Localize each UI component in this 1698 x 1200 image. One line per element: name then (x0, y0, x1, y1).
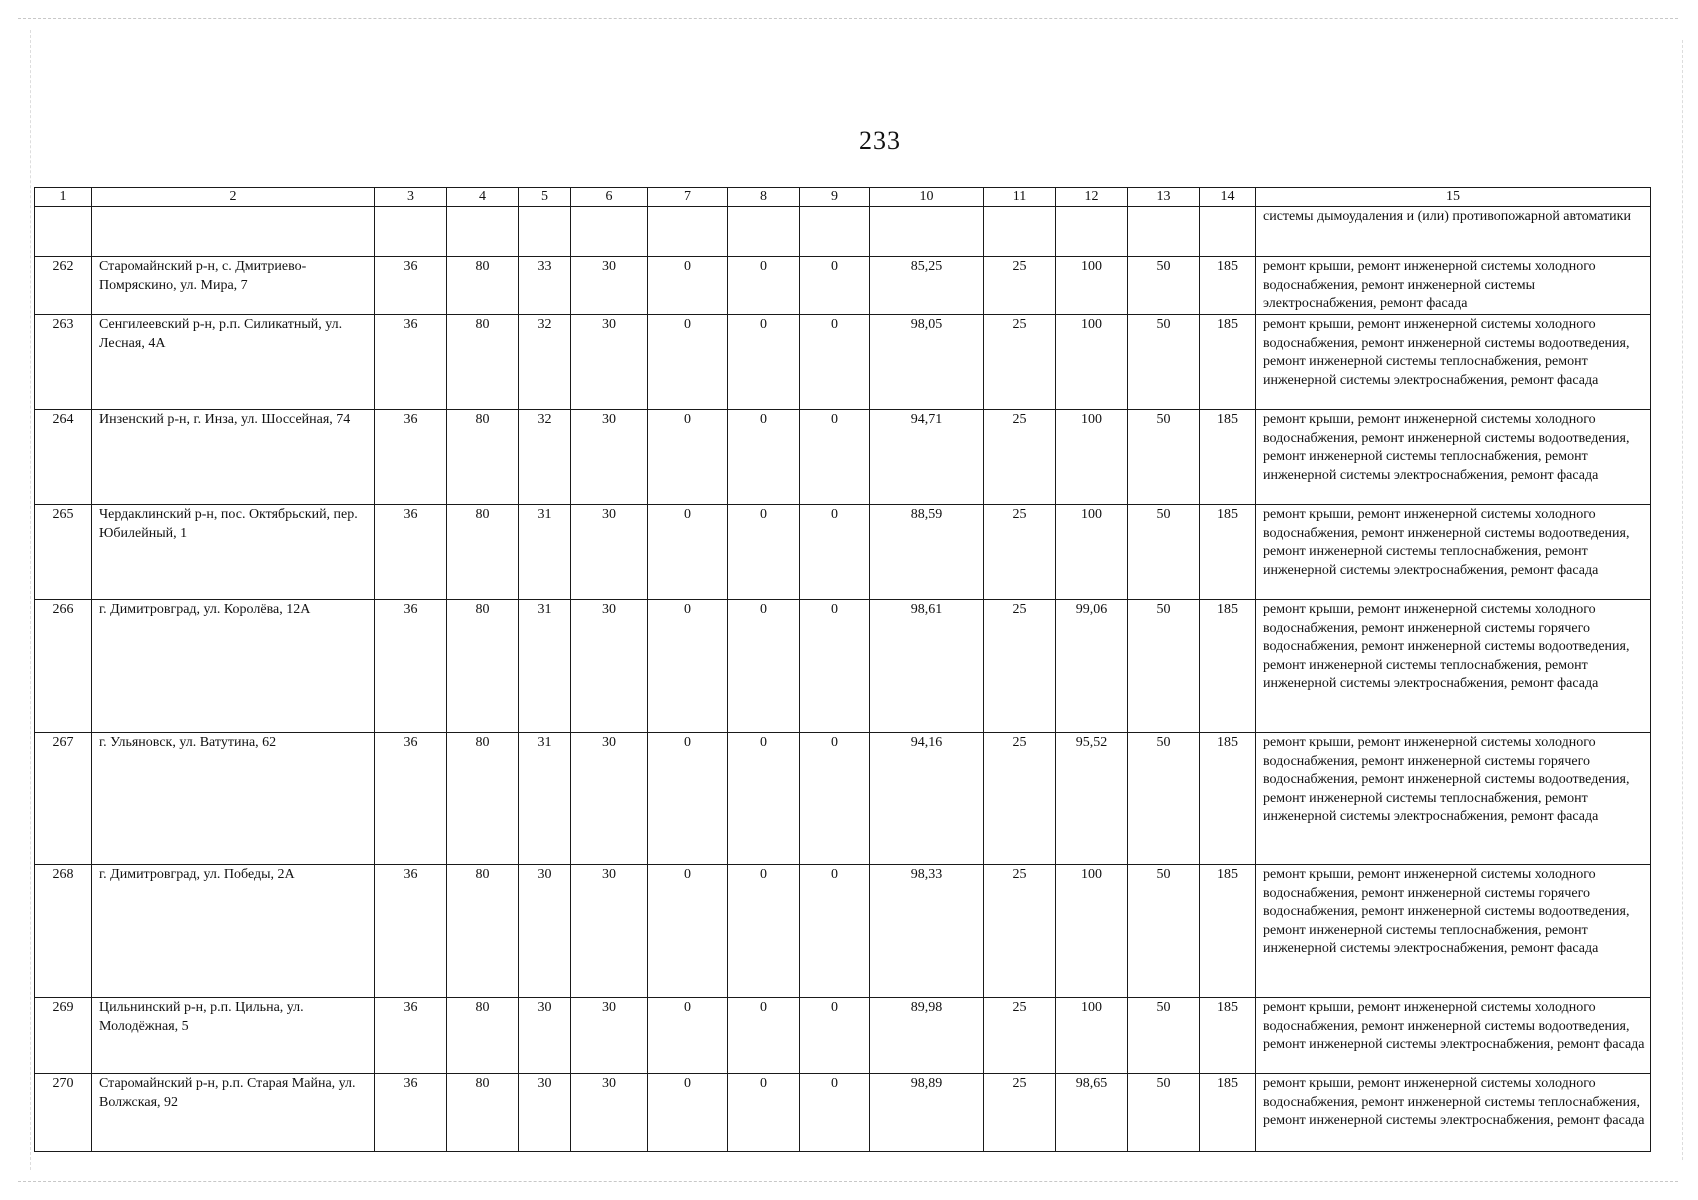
table-cell: 0 (648, 257, 728, 315)
table-cell (375, 207, 447, 257)
table-cell: 185 (1200, 1074, 1256, 1152)
column-header: 8 (728, 188, 800, 207)
address-cell: г. Ульяновск, ул. Ватутина, 62 (92, 733, 375, 865)
continuation-text: системы дымоудаления и (или) противопожарной автоматики (1256, 207, 1651, 257)
table-cell: 36 (375, 865, 447, 998)
table-cell: 50 (1128, 257, 1200, 315)
table-cell (1200, 207, 1256, 257)
column-header: 9 (800, 188, 870, 207)
table-cell: 0 (728, 505, 800, 600)
works-list: ремонт крыши, ремонт инженерной системы холодного водоснабжения, ремонт инженерной системы горячего водоснабжения, ремонт инженерной системы водоотведения, ремонт инженерной системы теплоснабжения, ремонт инженерной системы электроснабжения, ремонт фасада (1256, 733, 1651, 865)
table-cell: 100 (1056, 410, 1128, 505)
table-cell: 80 (447, 865, 519, 998)
table-cell: 0 (648, 1074, 728, 1152)
row-number: 262 (35, 257, 92, 315)
area-value: 88,59 (870, 505, 984, 600)
table-cell: 0 (648, 315, 728, 410)
table-cell: 0 (728, 315, 800, 410)
table-cell: 50 (1128, 505, 1200, 600)
table-cell: 30 (571, 1074, 648, 1152)
table-cell: 0 (800, 600, 870, 733)
table-cell: 80 (447, 410, 519, 505)
table-cell: 80 (447, 998, 519, 1074)
works-list: ремонт крыши, ремонт инженерной системы холодного водоснабжения, ремонт инженерной системы водоотведения, ремонт инженерной системы теплоснабжения, ремонт инженерной системы электроснабжения, ремонт фасада (1256, 410, 1651, 505)
table-cell: 50 (1128, 865, 1200, 998)
table-cell: 0 (800, 315, 870, 410)
table-row (35, 865, 1651, 998)
scan-edge-bottom (18, 1181, 1678, 1182)
table-cell: 0 (648, 998, 728, 1074)
table-row (35, 733, 1651, 865)
table-cell (728, 207, 800, 257)
area-value: 98,89 (870, 1074, 984, 1152)
column-number-row (35, 188, 1651, 207)
works-list: ремонт крыши, ремонт инженерной системы холодного водоснабжения, ремонт инженерной системы горячего водоснабжения, ремонт инженерной системы водоотведения, ремонт инженерной системы теплоснабжения, ремонт инженерной системы электроснабжения, ремонт фасада (1256, 600, 1651, 733)
table-cell: 30 (571, 315, 648, 410)
address-cell: Цильнинский р-н, р.п. Цильна, ул. Молодёжная, 5 (92, 998, 375, 1074)
table-cell: 25 (984, 410, 1056, 505)
address-cell: Чердаклинский р-н, пос. Октябрьский, пер. Юбилейный, 1 (92, 505, 375, 600)
area-value: 94,16 (870, 733, 984, 865)
table-cell: 0 (648, 600, 728, 733)
table-cell: 36 (375, 315, 447, 410)
row-number: 269 (35, 998, 92, 1074)
table-cell: 36 (375, 600, 447, 733)
table-cell: 36 (375, 733, 447, 865)
column-header: 10 (870, 188, 984, 207)
table-cell: 185 (1200, 998, 1256, 1074)
table-cell: 185 (1200, 505, 1256, 600)
table-row (35, 410, 1651, 505)
table-row (35, 998, 1651, 1074)
column-header: 4 (447, 188, 519, 207)
table-cell: 185 (1200, 410, 1256, 505)
table-row (35, 600, 1651, 733)
table-cell (1128, 207, 1200, 257)
address-cell: Старомайнский р-н, с. Дмитриево-Помряскино, ул. Мира, 7 (92, 257, 375, 315)
table-cell: 36 (375, 257, 447, 315)
table-cell: 100 (1056, 315, 1128, 410)
row-number: 267 (35, 733, 92, 865)
table-cell: 100 (1056, 257, 1128, 315)
table-cell: 185 (1200, 600, 1256, 733)
table-cell: 36 (375, 1074, 447, 1152)
row-number: 265 (35, 505, 92, 600)
table-cell (648, 207, 728, 257)
page-number: 233 (859, 126, 901, 155)
table-cell: 25 (984, 998, 1056, 1074)
table-cell: 30 (519, 865, 571, 998)
table-cell: 50 (1128, 1074, 1200, 1152)
table-row (35, 257, 1651, 315)
table-cell: 0 (800, 1074, 870, 1152)
table-row (35, 315, 1651, 410)
table-cell: 80 (447, 257, 519, 315)
table-cell: 0 (728, 410, 800, 505)
table-cell: 0 (648, 733, 728, 865)
table-cell: 30 (519, 998, 571, 1074)
table-cell: 36 (375, 998, 447, 1074)
table-cell: 100 (1056, 865, 1128, 998)
column-header: 12 (1056, 188, 1128, 207)
table-cell: 0 (728, 257, 800, 315)
works-list: ремонт крыши, ремонт инженерной системы холодного водоснабжения, ремонт инженерной системы водоотведения, ремонт инженерной системы теплоснабжения, ремонт инженерной системы электроснабжения, ремонт фасада (1256, 315, 1651, 410)
table-cell: 50 (1128, 315, 1200, 410)
table-cell: 50 (1128, 410, 1200, 505)
table-cell: 0 (648, 865, 728, 998)
table-cell: 25 (984, 733, 1056, 865)
works-list: ремонт крыши, ремонт инженерной системы холодного водоснабжения, ремонт инженерной системы электроснабжения, ремонт фасада (1256, 257, 1651, 315)
table-cell: 30 (519, 1074, 571, 1152)
scan-edge-right (1682, 40, 1683, 1160)
table-cell: 33 (519, 257, 571, 315)
column-header: 6 (571, 188, 648, 207)
column-header: 5 (519, 188, 571, 207)
table-cell (800, 207, 870, 257)
address-cell: г. Димитровград, ул. Победы, 2А (92, 865, 375, 998)
table-cell: 0 (728, 998, 800, 1074)
row-number: 268 (35, 865, 92, 998)
scan-edge-left (30, 30, 31, 1170)
table-row (35, 505, 1651, 600)
column-header: 7 (648, 188, 728, 207)
table-cell: 25 (984, 257, 1056, 315)
table-cell (92, 207, 375, 257)
table-cell: 36 (375, 505, 447, 600)
table-cell: 50 (1128, 998, 1200, 1074)
table-cell: 0 (648, 505, 728, 600)
table-cell (1056, 207, 1128, 257)
table-cell: 0 (800, 998, 870, 1074)
table-cell: 31 (519, 733, 571, 865)
area-value: 98,33 (870, 865, 984, 998)
row-number: 266 (35, 600, 92, 733)
table-cell: 0 (728, 600, 800, 733)
area-value: 98,05 (870, 315, 984, 410)
table-cell: 185 (1200, 315, 1256, 410)
address-cell: Инзенский р-н, г. Инза, ул. Шоссейная, 74 (92, 410, 375, 505)
scan-edge-top (18, 18, 1678, 19)
continuation-row (35, 207, 1651, 257)
table-cell: 0 (728, 1074, 800, 1152)
column-header: 2 (92, 188, 375, 207)
table-cell (984, 207, 1056, 257)
address-cell: Старомайнский р-н, р.п. Старая Майна, ул. Волжская, 92 (92, 1074, 375, 1152)
table-cell: 0 (728, 865, 800, 998)
table-cell: 25 (984, 315, 1056, 410)
area-value: 85,25 (870, 257, 984, 315)
table-cell: 185 (1200, 733, 1256, 865)
column-header: 13 (1128, 188, 1200, 207)
table-cell: 30 (571, 865, 648, 998)
table-cell: 99,06 (1056, 600, 1128, 733)
table-cell: 98,65 (1056, 1074, 1128, 1152)
table-cell: 30 (571, 733, 648, 865)
address-cell: г. Димитровград, ул. Королёва, 12А (92, 600, 375, 733)
table-cell (571, 207, 648, 257)
table-cell: 30 (571, 505, 648, 600)
works-list: ремонт крыши, ремонт инженерной системы холодного водоснабжения, ремонт инженерной системы водоотведения, ремонт инженерной системы электроснабжения, ремонт фасада (1256, 998, 1651, 1074)
table-cell: 0 (800, 505, 870, 600)
table-cell: 0 (800, 733, 870, 865)
table-cell: 25 (984, 505, 1056, 600)
works-list: ремонт крыши, ремонт инженерной системы холодного водоснабжения, ремонт инженерной системы теплоснабжения, ремонт инженерной системы электроснабжения, ремонт фасада (1256, 1074, 1651, 1152)
works-list: ремонт крыши, ремонт инженерной системы холодного водоснабжения, ремонт инженерной системы горячего водоснабжения, ремонт инженерной системы водоотведения, ремонт инженерной системы теплоснабжения, ремонт инженерной системы электроснабжения, ремонт фасада (1256, 865, 1651, 998)
table-cell (870, 207, 984, 257)
table-cell: 0 (728, 733, 800, 865)
table-cell: 31 (519, 600, 571, 733)
area-value: 94,71 (870, 410, 984, 505)
table-cell: 0 (800, 865, 870, 998)
row-number: 264 (35, 410, 92, 505)
table-cell (35, 207, 92, 257)
table-cell: 30 (571, 257, 648, 315)
table-cell (519, 207, 571, 257)
table-cell: 30 (571, 998, 648, 1074)
table-cell (447, 207, 519, 257)
table-cell: 80 (447, 505, 519, 600)
table-cell: 30 (571, 600, 648, 733)
table-cell: 80 (447, 1074, 519, 1152)
table-cell: 50 (1128, 733, 1200, 865)
table-cell: 0 (800, 410, 870, 505)
column-header: 15 (1256, 188, 1651, 207)
table-cell: 185 (1200, 865, 1256, 998)
row-number: 263 (35, 315, 92, 410)
table-cell: 0 (800, 257, 870, 315)
table-cell: 25 (984, 600, 1056, 733)
table-cell: 31 (519, 505, 571, 600)
table-cell: 32 (519, 410, 571, 505)
table-cell: 36 (375, 410, 447, 505)
table-cell: 0 (648, 410, 728, 505)
table-cell: 95,52 (1056, 733, 1128, 865)
works-list: ремонт крыши, ремонт инженерной системы холодного водоснабжения, ремонт инженерной системы водоотведения, ремонт инженерной системы теплоснабжения, ремонт инженерной системы электроснабжения, ремонт фасада (1256, 505, 1651, 600)
table-cell: 100 (1056, 998, 1128, 1074)
table-row (35, 1074, 1651, 1152)
table-cell: 100 (1056, 505, 1128, 600)
table-cell: 80 (447, 315, 519, 410)
table-cell: 30 (571, 410, 648, 505)
table-cell: 185 (1200, 257, 1256, 315)
table-cell: 25 (984, 865, 1056, 998)
area-value: 89,98 (870, 998, 984, 1074)
area-value: 98,61 (870, 600, 984, 733)
column-header: 11 (984, 188, 1056, 207)
table-cell: 80 (447, 733, 519, 865)
address-cell: Сенгилеевский р-н, р.п. Силикатный, ул. Лесная, 4А (92, 315, 375, 410)
table-cell: 80 (447, 600, 519, 733)
column-header: 3 (375, 188, 447, 207)
table-cell: 50 (1128, 600, 1200, 733)
column-header: 1 (35, 188, 92, 207)
column-header: 14 (1200, 188, 1256, 207)
table-cell: 25 (984, 1074, 1056, 1152)
row-number: 270 (35, 1074, 92, 1152)
table-cell: 32 (519, 315, 571, 410)
repair-program-table (34, 187, 1651, 1152)
